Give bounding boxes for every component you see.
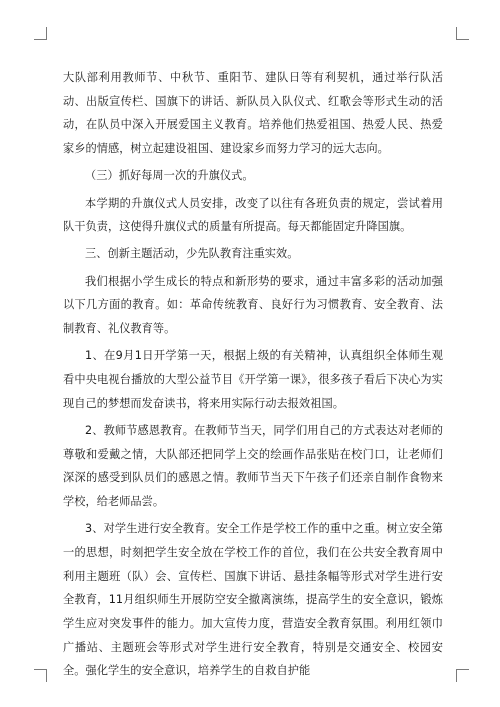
paragraph-item-2: 2、教师节感恩教育。在教师节当天，同学们用自己的方式表达对老师的尊敬和爱戴之情，大队部还把同学上交的绘画作品张贴在校门口，让老师们深深的感受到队员们的感恩之情。教师节当天下午孩子们还亲自制作食物来学校，给老师品尝。: [63, 423, 443, 508]
crop-mark-top-right: [456, 27, 469, 40]
paragraph-education-overview: 我们根据小学生成长的特点和新形势的要求，通过丰富多彩的活动加强以下几方面的教育。如：革命传统教育、良好行为习惯教育、安全教育、法制教育、礼仪教育等。: [63, 274, 443, 336]
paragraph-item-1: 1、在9月1日开学第一天，根据上级的有关精神，认真组织全体师生观看中央电视台播放的大型公益节目《开学第一课》，很多孩子看后下决心为实现自己的梦想而发奋读书，将来用实际行动去报效祖国。: [63, 349, 443, 410]
paragraph-flag-ceremony: 本学期的升旗仪式人员安排，改变了以往有各班负责的规定，尝试着用队干负责，这使得升旗仪式的质量有所提高。每天都能固定升降国旗。: [63, 196, 443, 234]
paragraph-section-three-heading: 三、创新主题活动，少先队教育注重实效。: [85, 247, 299, 261]
document-body: [63, 66, 443, 683]
paragraph-item-3: 3、对学生进行安全教育。安全工作是学校工作的重中之重。树立安全第一的思想，时刻把学生安全放在学校工作的首位，我们在公共安全教育周中利用主题班（队）会、宣传栏、国旗下讲话、悬挂条幅等形式对学生进行安全教育，11月组织师生开展防空安全撤离演练，提高学生的安全意识，锻炼学生应对突发事件的能力。加大宣传力度，营造安全教育氛围。利用红领巾广播站、主题班会等形式对学生进行安全教育，特别是交通安全、校园安全。强化学生的安全意识，培养学生的自救自护能: [63, 522, 443, 678]
crop-mark-bottom-right: [456, 669, 469, 682]
crop-mark-top-left: [34, 27, 47, 40]
crop-mark-bottom-left: [34, 669, 47, 682]
paragraph-flag-ceremony-heading: （三）抓好每周一次的升旗仪式。: [85, 169, 254, 183]
paragraph-patriotic-education: 大队部利用教师节、中秋节、重阳节、建队日等有利契机，通过举行队活动、出版宣传栏、国旗下的讲话、新队员入队仪式、红歌会等形式生动的活动，在队员中深入开展爱国主义教育。培养他们热爱祖国、热爱人民、热爱家乡的情感，树立起建设祖国、建设家乡而努力学习的远大志向。: [63, 71, 443, 156]
